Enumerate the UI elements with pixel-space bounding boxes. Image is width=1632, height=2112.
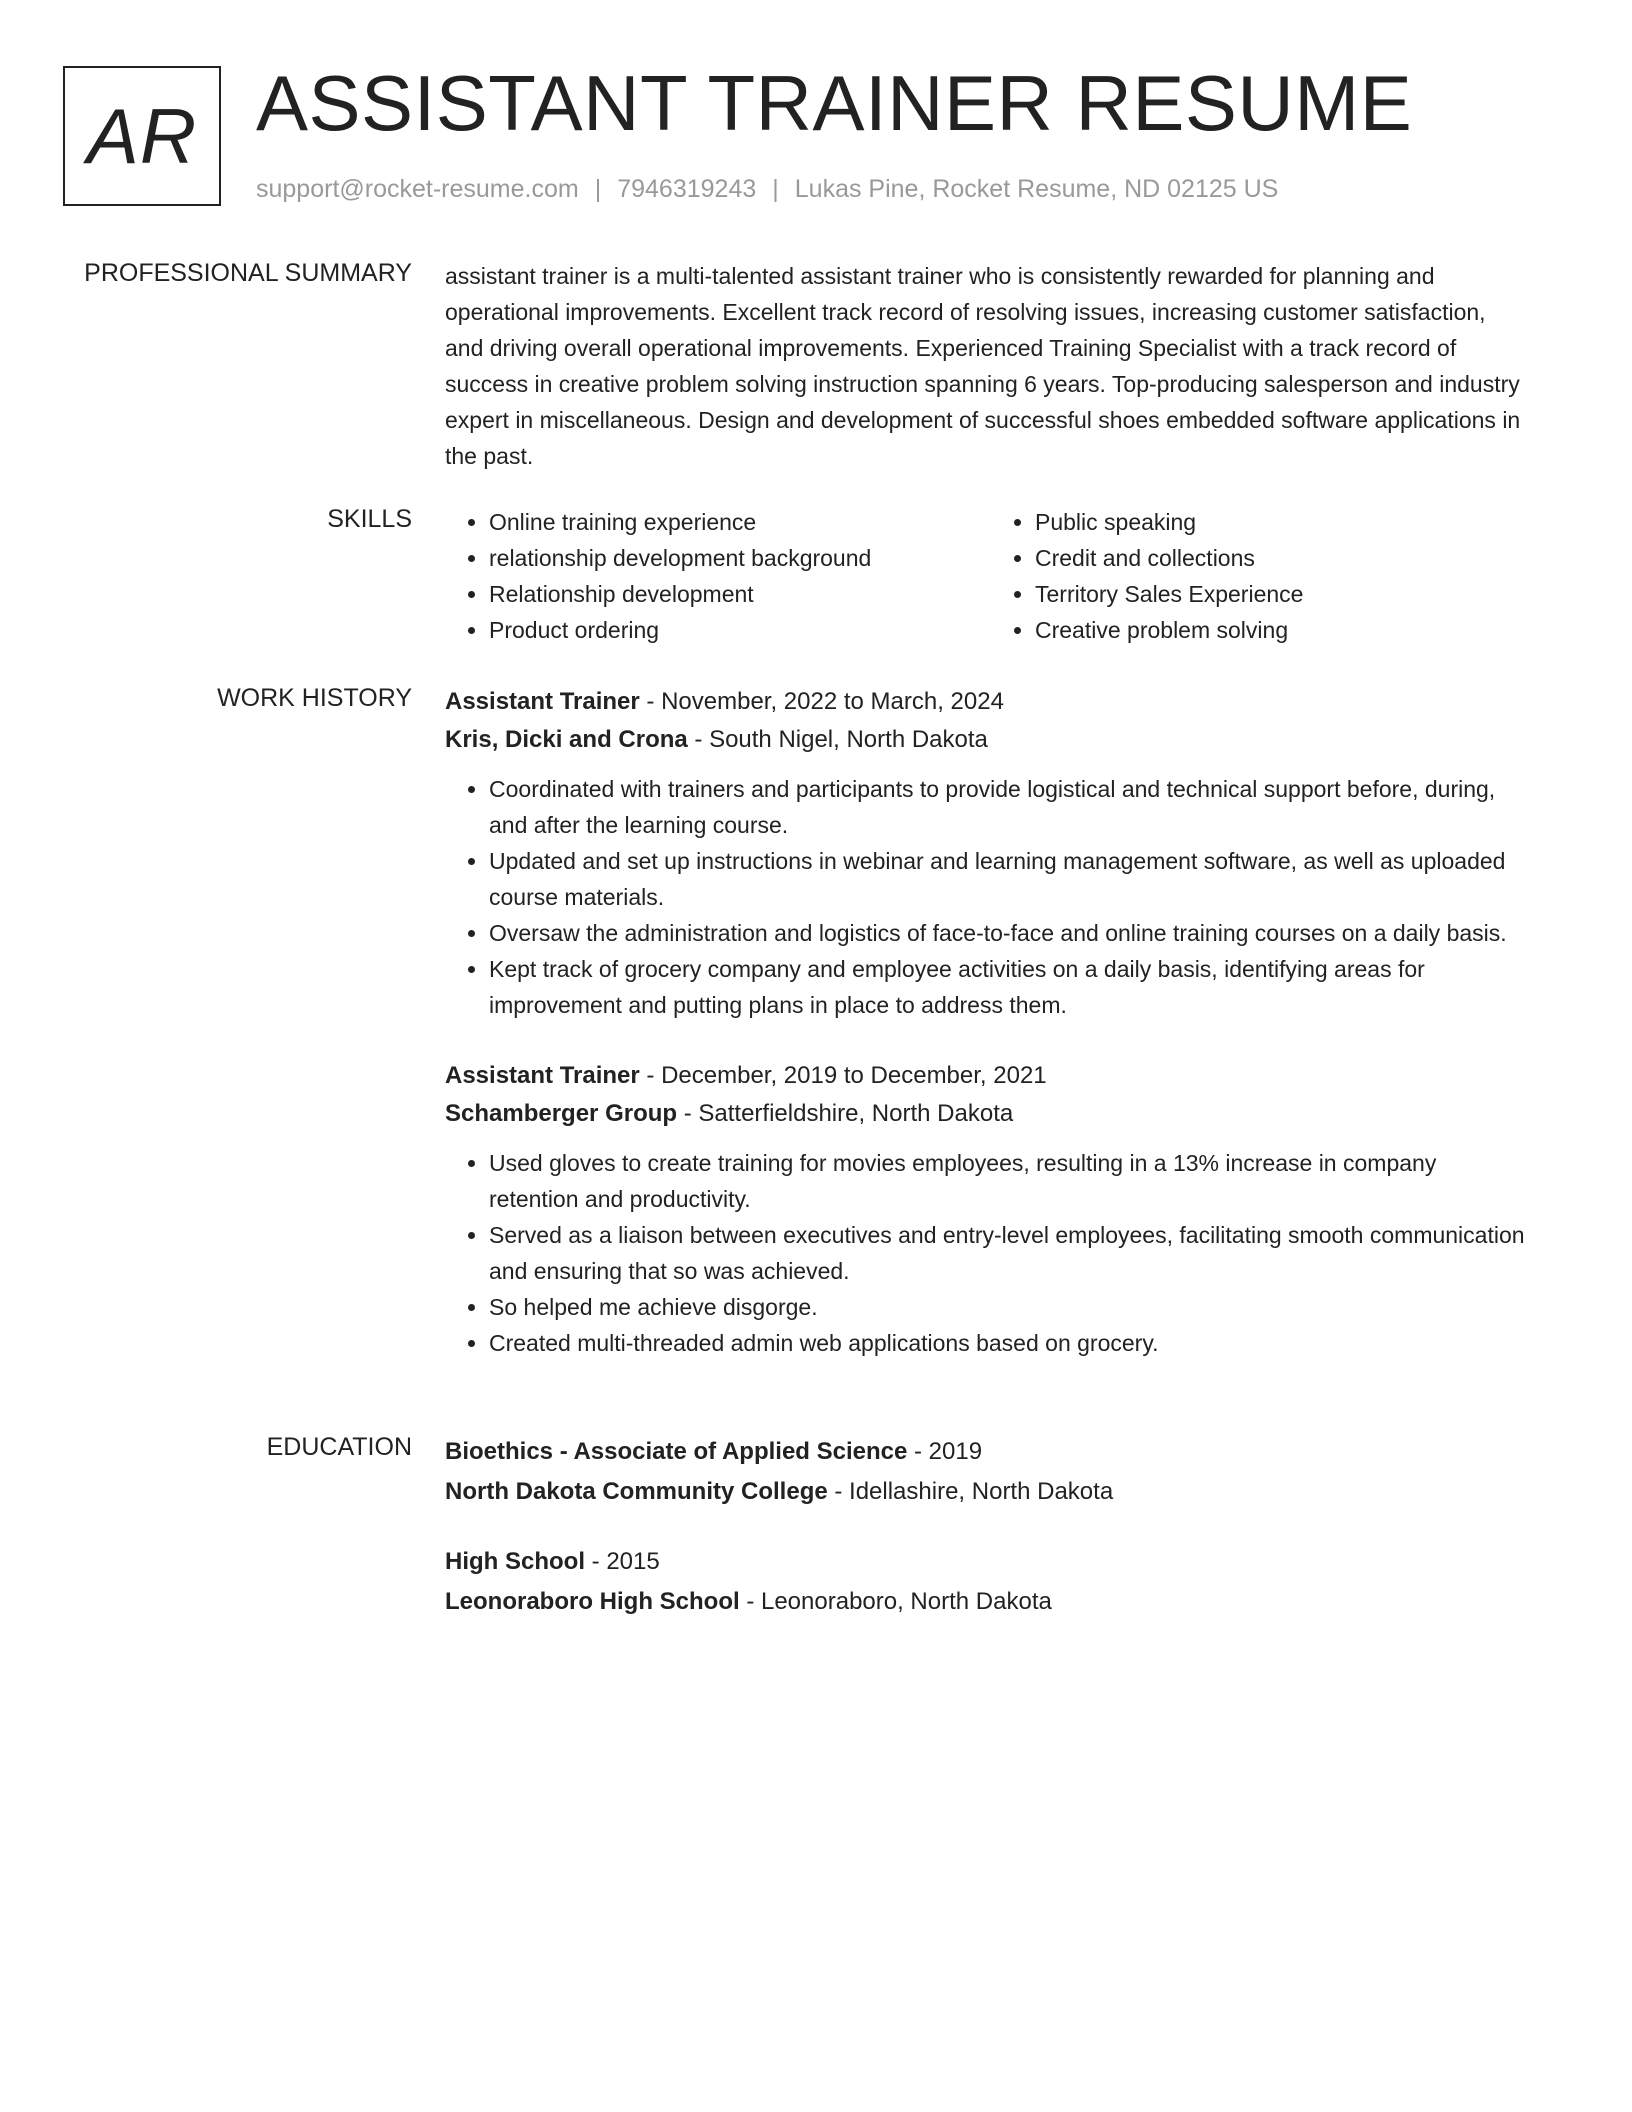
- job-title: Assistant Trainer: [445, 1062, 640, 1089]
- job-bullet: • Used gloves to create training for movies employees, resulting in a 13% increase in company retention and productivity.: [489, 1145, 1525, 1217]
- job-bullet: • So helped me achieve disgorge.: [489, 1289, 1525, 1325]
- job-company-line: [445, 721, 1525, 759]
- skill-item: • Creative problem solving: [1035, 612, 1495, 648]
- skill-item: • Product ordering: [489, 612, 991, 648]
- section-label-summary: PROFESSIONAL SUMMARY: [84, 259, 412, 287]
- skills-columns: [445, 504, 1525, 648]
- job-bullet: • Served as a liaison between executives and entry-level employees, facilitating smooth communication and ensuring that so was achieved.: [489, 1217, 1525, 1289]
- skill-item: • Online training experience: [489, 504, 991, 540]
- section-label-education: EDUCATION: [266, 1433, 412, 1461]
- skill-item: • Public speaking: [1035, 504, 1495, 540]
- job-bullet: • Oversaw the administration and logistics of face-to-face and online training courses on a daily basis.: [489, 915, 1525, 951]
- skill-item: • relationship development background: [489, 540, 991, 576]
- work-history-body: [445, 683, 1525, 1361]
- contact-email: support@rocket-resume.com: [256, 175, 579, 203]
- job-dates: - November, 2022 to March, 2024: [639, 688, 1004, 715]
- education-degree: Bioethics - Associate of Applied Science: [445, 1438, 908, 1465]
- job-bullet: • Updated and set up instructions in webinar and learning management software, as well as uploaded course materials.: [489, 843, 1525, 915]
- education-entry: [445, 1432, 1525, 1512]
- contact-phone: 7946319243: [617, 175, 757, 203]
- job-entry: [445, 683, 1525, 1023]
- skill-item: • Credit and collections: [1035, 540, 1495, 576]
- education-year: - 2019: [907, 1438, 983, 1465]
- monogram-badge: [63, 66, 221, 206]
- summary-body: [445, 258, 1525, 474]
- job-bullets: [445, 1145, 1525, 1361]
- education-degree-line: [445, 1432, 1525, 1472]
- summary-text: assistant trainer is a multi-talented assistant trainer who is consistently rewarded for planning and operational improvements. Excellent track record of resolving issues, increasing customer satisfaction, and driving overall operational improvements. Experienced Training Specialist with a track record of success in creative problem solving instruction spanning 6 years. Top-producing salesperson and industry expert in miscellaneous. Design and development of successful shoes embedded software applications in the past.: [445, 263, 1521, 469]
- skills-column-2: [991, 504, 1495, 648]
- job-entry: [445, 1057, 1525, 1361]
- education-school: Leonoraboro High School: [445, 1588, 740, 1615]
- job-title-line: [445, 683, 1525, 721]
- education-location: - Leonoraboro, North Dakota: [739, 1588, 1052, 1615]
- resume-title: ASSISTANT TRAINER RESUME: [256, 59, 1413, 147]
- education-body: [445, 1432, 1525, 1622]
- monogram-initials: AR: [86, 91, 198, 180]
- education-year: - 2015: [585, 1548, 660, 1575]
- job-title-line: [445, 1057, 1525, 1095]
- contact-separator: |: [772, 175, 779, 203]
- skill-item: • Relationship development: [489, 576, 991, 612]
- skills-body: [445, 504, 1525, 648]
- job-location: - South Nigel, North Dakota: [687, 726, 988, 753]
- job-bullet: • Kept track of grocery company and employee activities on a daily basis, identifying areas for improvement and putting plans in place to address them.: [489, 951, 1525, 1023]
- contact-line: [256, 174, 1278, 204]
- skill-item: • Territory Sales Experience: [1035, 576, 1495, 612]
- job-location: - Satterfieldshire, North Dakota: [677, 1100, 1014, 1127]
- job-dates: - December, 2019 to December, 2021: [639, 1062, 1047, 1089]
- education-school-line: [445, 1582, 1525, 1622]
- education-entry: [445, 1542, 1525, 1622]
- job-bullet: • Created multi-threaded admin web applications based on grocery.: [489, 1325, 1525, 1361]
- education-location: - Idellashire, North Dakota: [827, 1478, 1114, 1505]
- education-degree-line: [445, 1542, 1525, 1582]
- education-school: North Dakota Community College: [445, 1478, 828, 1505]
- job-title: Assistant Trainer: [445, 688, 640, 715]
- skills-column-1: [445, 504, 991, 648]
- job-bullet: • Coordinated with trainers and participants to provide logistical and technical support before, during, and after the learning course.: [489, 771, 1525, 843]
- job-company: Kris, Dicki and Crona: [445, 726, 688, 753]
- section-label-work-history: WORK HISTORY: [217, 684, 412, 712]
- education-degree: High School: [445, 1548, 585, 1575]
- contact-address: Lukas Pine, Rocket Resume, ND 02125 US: [794, 175, 1279, 203]
- job-company-line: [445, 1095, 1525, 1133]
- job-bullets: [445, 771, 1525, 1023]
- job-company: Schamberger Group: [445, 1100, 678, 1127]
- section-label-skills: SKILLS: [327, 505, 412, 533]
- education-school-line: [445, 1472, 1525, 1512]
- contact-separator: |: [594, 175, 602, 203]
